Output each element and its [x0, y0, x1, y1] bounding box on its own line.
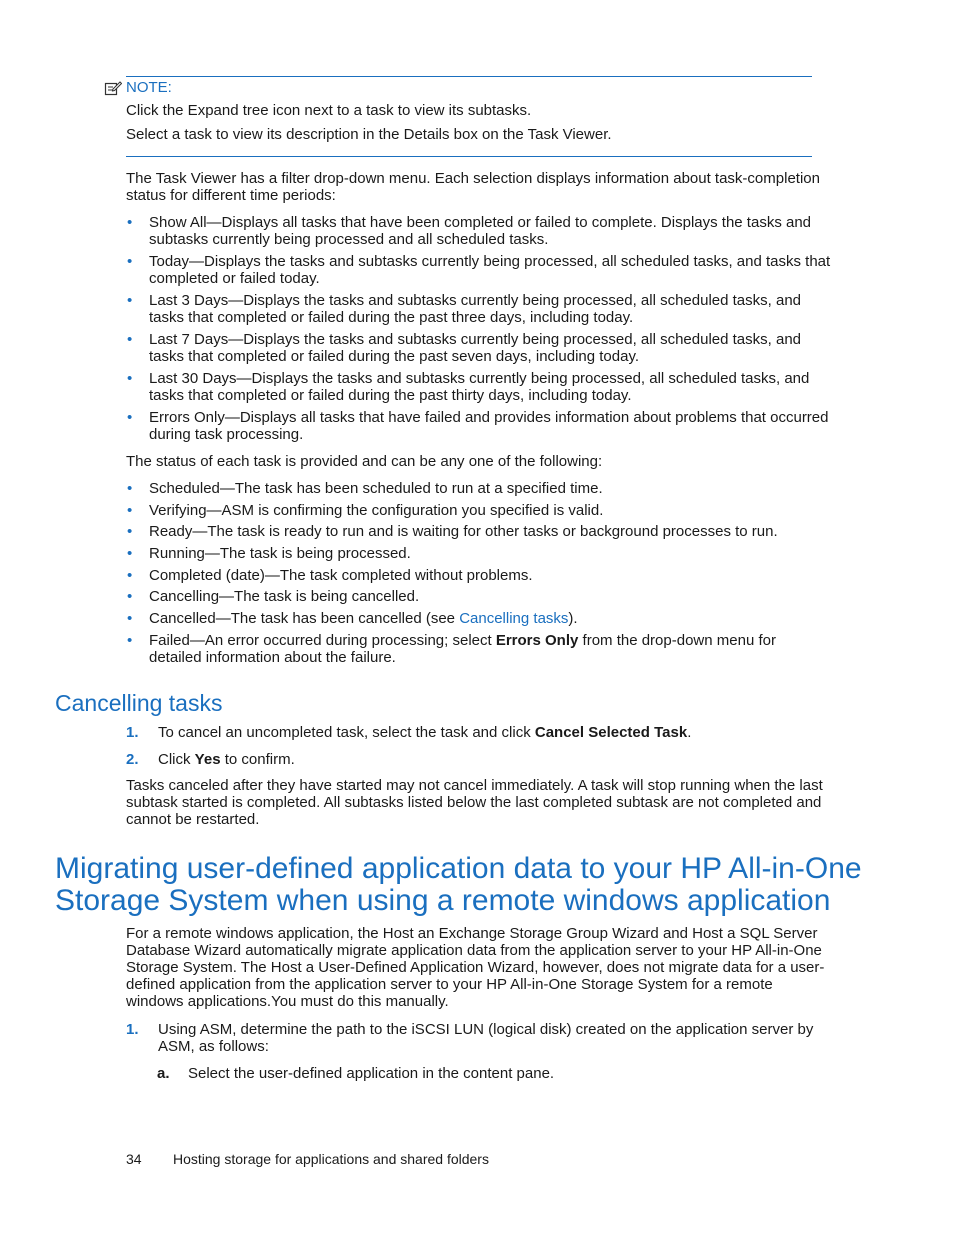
yes-label: Yes	[194, 751, 221, 768]
failed-text-post: from the drop-down menu for detailed information about the failure.	[149, 631, 776, 666]
step-number: 2.	[126, 751, 139, 768]
list-item	[126, 610, 832, 627]
list-item: • Today—Displays the tasks and subtasks currently being processed, all scheduled tasks, and tasks that completed or failed today.	[126, 253, 832, 287]
migrating-heading: Migrating user-defined application data to your HP All-in-One Storage System when using a remote windows application	[55, 852, 862, 917]
list-item: • Last 30 Days—Displays the tasks and subtasks currently being processed, all scheduled tasks, and tasks that completed or failed during the past thirty days, including today.	[126, 370, 832, 404]
cancelled-text-pre: Cancelled—The task has been cancelled (see	[149, 610, 460, 628]
note-header	[104, 79, 172, 96]
cancelling-tasks-link[interactable]: Cancelling tasks	[459, 610, 569, 628]
note-label: NOTE:	[126, 79, 172, 96]
list-item: • Ready—The task is ready to run and is waiting for other tasks or background processes to run.	[126, 523, 832, 540]
note-top-rule	[126, 76, 812, 77]
cancel-step-1	[126, 724, 832, 741]
failed-bold: Errors Only	[495, 631, 579, 649]
substep-text: Select the user-defined application in the content pane.	[188, 1065, 555, 1082]
failed-text-pre: Failed—An error occurred during processing; select	[149, 631, 496, 649]
step-text-pre: To cancel an uncompleted task, select the task and click	[158, 724, 535, 741]
list-item: • Errors Only—Displays all tasks that have failed and provides information about problems that occurred during task processing.	[126, 409, 832, 443]
cancel-step-2	[126, 751, 832, 768]
list-item: • Verifying—ASM is confirming the configuration you specified is valid.	[126, 502, 832, 519]
substep-letter: a.	[157, 1065, 170, 1082]
step-text: Using ASM, determine the path to the iSCSI LUN (logical disk) created on the application server by ASM, as follows:	[158, 1021, 814, 1055]
migrate-step-1	[126, 1021, 832, 1055]
filter-list	[126, 214, 832, 443]
task-viewer-intro: The Task Viewer has a filter drop-down menu. Each selection displays information about task-completion status for different time periods:	[126, 170, 820, 204]
list-item: • Running—The task is being processed.	[126, 545, 832, 562]
step-number: 1.	[126, 724, 139, 741]
migrate-substep-a	[157, 1065, 817, 1082]
note-line-2: Select a task to view its description in the Details box on the Task Viewer.	[126, 126, 612, 143]
note-pencil-icon	[104, 80, 122, 96]
migrating-body: For a remote windows application, the Host an Exchange Storage Group Wizard and Host a SQL Server Database Wizard automatically migrate application data from the application server to your HP All-in-One Storage System. The Host a User-Defined Application Wizard, however, does not migrate data for a user-defined application from the application server to your HP All-in-One Storage System for a remote windows applications.You must do this manually.	[126, 925, 825, 1010]
status-intro: The status of each task is provided and can be any one of the following:	[126, 453, 603, 470]
status-list	[126, 480, 832, 666]
list-item: • Scheduled—The task has been scheduled to run at a specified time.	[126, 480, 832, 497]
list-item: • Last 7 Days—Displays the tasks and subtasks currently being processed, all scheduled tasks, and tasks that completed or failed during the past seven days, including today.	[126, 331, 832, 365]
cancelled-text-post: ).	[568, 610, 578, 628]
list-item: • Cancelling—The task is being cancelled.	[126, 588, 832, 605]
footer-section-title: Hosting storage for applications and shared folders	[173, 1151, 489, 1167]
step-text-post: to confirm.	[220, 751, 295, 768]
cancel-note: Tasks canceled after they have started may not cancel immediately. A task will stop running when the last subtask started is completed. All subtasks listed below the last completed subtask are not completed and cannot be restarted.	[126, 777, 823, 828]
list-item	[126, 632, 832, 666]
cancel-selected-task-label: Cancel Selected Task	[534, 724, 688, 741]
list-item: • Completed (date)—The task completed without problems.	[126, 567, 832, 584]
step-text-pre: Click	[158, 751, 195, 768]
list-item: • Last 3 Days—Displays the tasks and subtasks currently being processed, all scheduled tasks, and tasks that completed or failed during the past three days, including today.	[126, 292, 832, 326]
step-text-post: .	[687, 724, 692, 741]
note-bottom-rule	[126, 156, 812, 157]
list-item: • Show All—Displays all tasks that have been completed or failed to complete. Displays the tasks and subtasks currently being processed and all scheduled tasks.	[126, 214, 832, 248]
note-line-1: Click the Expand tree icon next to a task to view its subtasks.	[126, 102, 532, 119]
step-number: 1.	[126, 1021, 139, 1038]
page-number: 34	[126, 1151, 142, 1167]
cancelling-tasks-heading: Cancelling tasks	[55, 690, 223, 716]
